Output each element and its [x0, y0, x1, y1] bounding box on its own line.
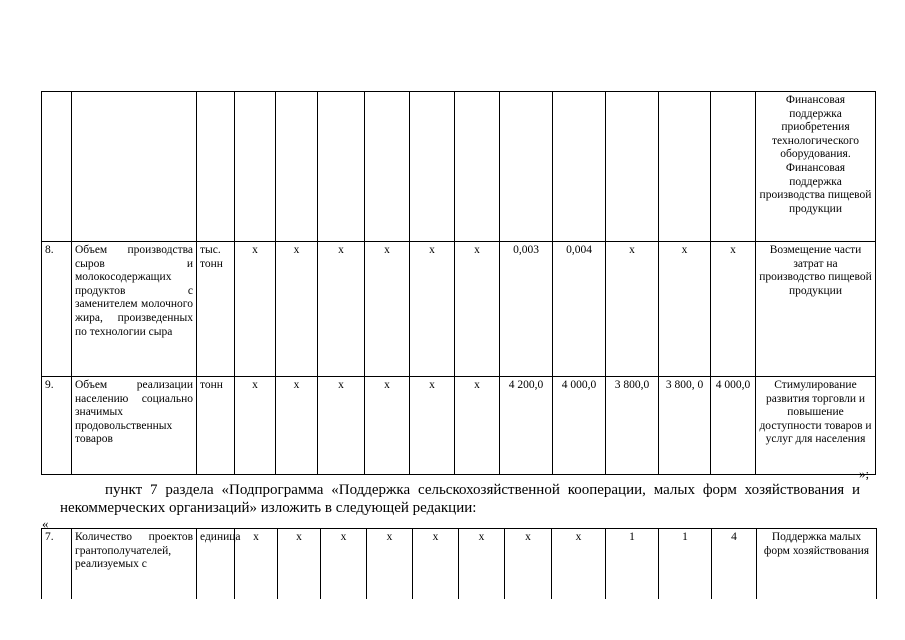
value-cell: х [455, 377, 500, 475]
value-cell: х [318, 242, 365, 377]
value-cell: х [321, 529, 367, 599]
value-cell [318, 92, 365, 242]
value-cell: 3 800,0 [606, 377, 659, 475]
value-cell: 0,003 [500, 242, 553, 377]
unit-cell: тыс. тонн [197, 242, 235, 377]
value-cell [553, 92, 606, 242]
unit-cell: тонн [197, 377, 235, 475]
value-cell: 4 200,0 [500, 377, 553, 475]
measure-note-cell: Финансовая поддержка приобретения технологического оборудования. Финансовая поддержка производства пищевой продукции [756, 92, 876, 242]
value-cell: 4 000,0 [553, 377, 606, 475]
value-cell [235, 92, 276, 242]
value-cell: х [410, 242, 455, 377]
table-row [42, 377, 876, 475]
value-cell: х [606, 242, 659, 377]
value-cell [410, 92, 455, 242]
indicator-name-cell [72, 92, 197, 242]
value-cell: х [552, 529, 606, 599]
row-number-cell: 8. [42, 242, 72, 377]
value-cell: 4 [712, 529, 757, 599]
value-cell: х [365, 242, 410, 377]
unit-cell: единица [197, 529, 235, 599]
value-cell: х [318, 377, 365, 475]
table-row [42, 92, 876, 242]
value-cell: 1 [606, 529, 659, 599]
value-cell: 0,004 [553, 242, 606, 377]
value-cell: 4 000,0 [711, 377, 756, 475]
value-cell [365, 92, 410, 242]
value-cell: 1 [659, 529, 712, 599]
value-cell [276, 92, 318, 242]
cooperation-indicators-table [41, 528, 877, 599]
value-cell [606, 92, 659, 242]
indicator-name-cell: Объем производства сыров и молокосодержащих продуктов с заменителем молочного жира, произведенных по технологии сыра [72, 242, 197, 377]
indicator-name-cell: Количество проектов грантополучателей, реализуемых с [72, 529, 197, 599]
table-row [42, 529, 877, 599]
indicators-table-continued [41, 91, 876, 475]
closing-quote: »; [859, 466, 870, 481]
measure-note-cell: Стимулирование развития торговли и повышение доступности товаров и услуг для населения [756, 377, 876, 475]
value-cell: х [276, 377, 318, 475]
opening-quote: « [42, 516, 49, 531]
value-cell: х [711, 242, 756, 377]
value-cell: х [276, 242, 318, 377]
value-cell: х [278, 529, 321, 599]
value-cell [500, 92, 553, 242]
value-cell: х [413, 529, 459, 599]
amendment-paragraph: пункт 7 раздела «Подпрограмма «Поддержка сельскохозяйственной кооперации, малых форм хозяйствования и некоммерческих организаций» изложить в следующей редакции: [60, 482, 860, 516]
indicator-name-cell: Объем реализации населению социально значимых продовольственных товаров [72, 377, 197, 475]
value-cell: х [367, 529, 413, 599]
measure-note-cell: Возмещение части затрат на производство пищевой продукции [756, 242, 876, 377]
value-cell: х [455, 242, 500, 377]
value-cell [711, 92, 756, 242]
value-cell: х [659, 242, 711, 377]
value-cell: х [235, 529, 278, 599]
value-cell: х [410, 377, 455, 475]
value-cell: х [365, 377, 410, 475]
table-row [42, 242, 876, 377]
row-number-cell [42, 92, 72, 242]
value-cell [659, 92, 711, 242]
row-number-cell: 9. [42, 377, 72, 475]
value-cell: х [235, 377, 276, 475]
value-cell: х [235, 242, 276, 377]
value-cell: х [505, 529, 552, 599]
measure-note-cell: Поддержка малых форм хозяйствования [757, 529, 877, 599]
value-cell: х [459, 529, 505, 599]
value-cell [455, 92, 500, 242]
unit-cell [197, 92, 235, 242]
row-number-cell: 7. [42, 529, 72, 599]
value-cell: 3 800, 0 [659, 377, 711, 475]
